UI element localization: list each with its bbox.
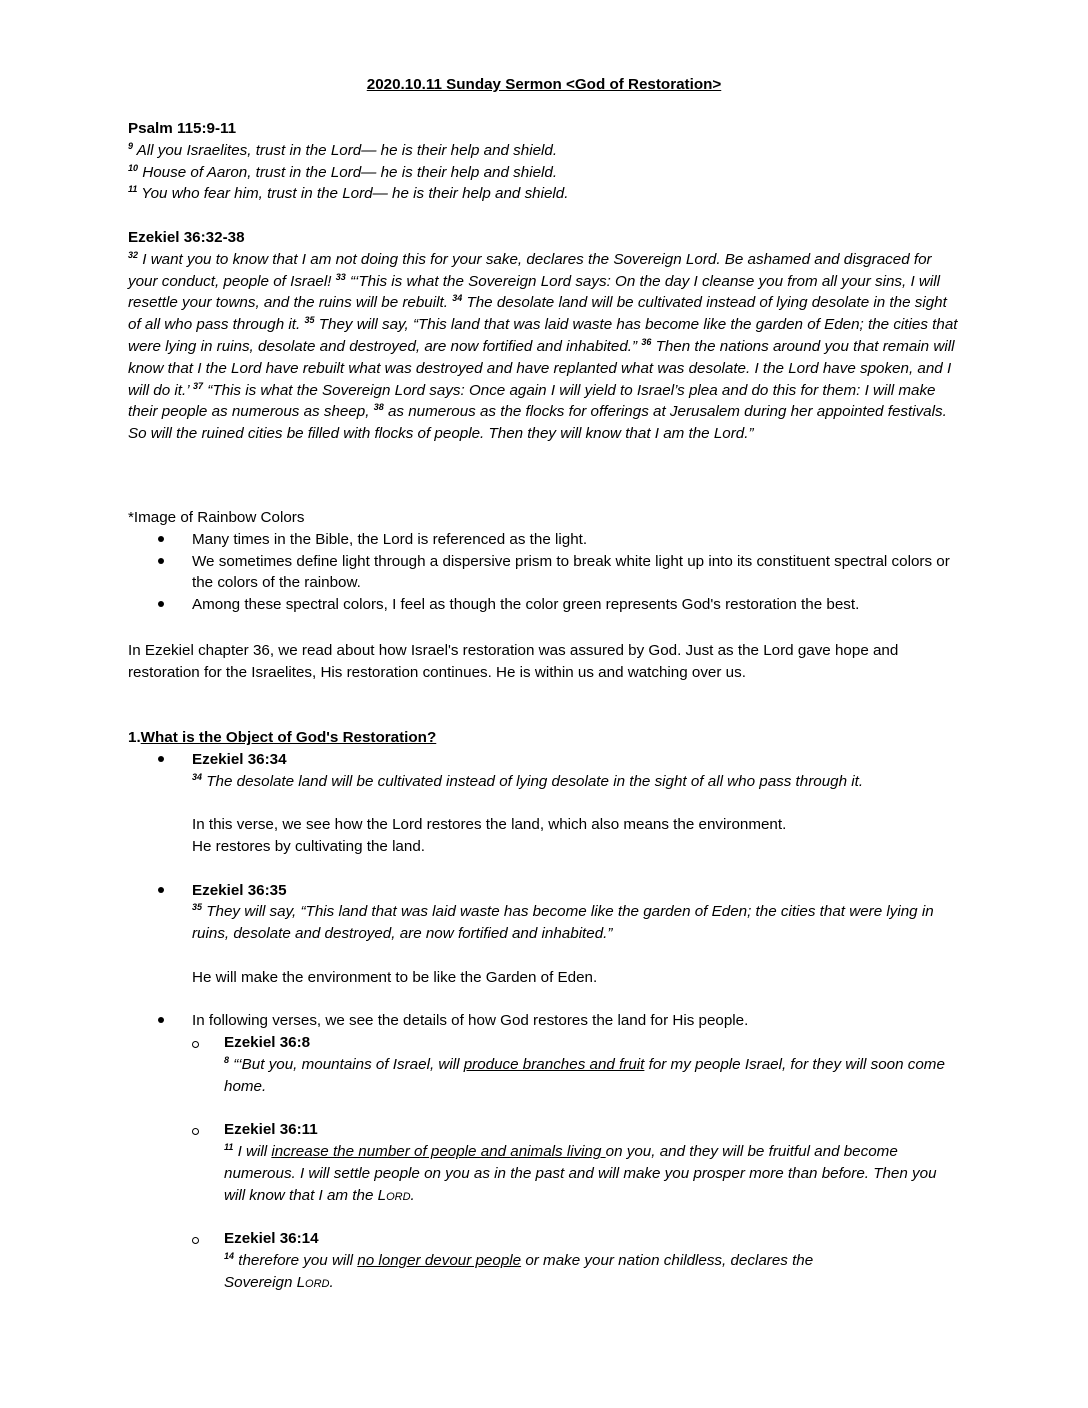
verse-reference: Ezekiel 36:11 [224,1121,318,1139]
verse-text: You who fear him, trust in the Lord— he is their help and shield. [141,185,569,203]
section-number: 1. [128,729,141,746]
sub-bullet-icon [192,1237,199,1244]
verse-text: “‘But you, mountains of Israel, will [233,1055,464,1073]
bullet-text: We sometimes define light through a dispersive prism to break white light up into its constituent spectral colors or the colors of the rainbow. [192,552,950,592]
verse-text: The desolate land will be cultivated instead of lying desolate in the sight of all who pass through it. [128,294,947,334]
verse-text: They will say, “This land that was laid waste has become like the garden of Eden; the cities that were lying in ruins, desolate and destroyed, are now fortified and inhabited.” [192,903,934,943]
verse-reference: Ezekiel 36:34 [192,750,287,768]
bullet-text: Many times in the Bible, the Lord is referenced as the light. [192,530,588,548]
rainbow-section [128,507,958,616]
psalm-heading: Psalm 115:9-11 [128,120,237,137]
verse-text: The desolate land will be cultivated instead of lying desolate in the sight of all who pass through it. [206,772,864,790]
verse-number: 35 [192,902,203,913]
bullet-item [128,1010,958,1032]
bullet-item [128,594,958,616]
bullet-icon [158,536,164,542]
bullet-item [128,880,958,1011]
bullet-icon [158,756,164,762]
commentary-text: He will make the environment to be like the Garden of Eden. [192,968,598,986]
verse-text: for my people Israel, for they will soon come home. [224,1055,945,1095]
verse-number: 36 [641,336,652,347]
bullet-item [128,529,958,551]
verse-number: 37 [193,380,204,391]
bullet-icon [158,887,164,893]
rainbow-heading: *Image of Rainbow Colors [128,509,305,526]
psalm-verse [128,162,958,184]
verse-text: Then the nations around you that remain will know that I the Lord have rebuilt what was destroyed and have replanted what was desolate. I the Lord have spoken, and I will do it.’ [128,337,955,399]
verse-number: 32 [128,249,139,260]
verse-text: on you, and they will be fruitful and become numerous. I will settle people on you as in the past and will make you prosper more than before. Then you will know that I am the [224,1143,937,1204]
ezekiel-main-passage [128,249,958,445]
verse-text-lord: Lord. [296,1273,334,1291]
section-1 [128,727,958,1294]
intro-paragraph [128,640,958,684]
ezekiel-main-heading: Ezekiel 36:32-38 [128,229,245,246]
bullet-item [128,749,958,880]
bullet-text: Among these spectral colors, I feel as though the color green represents God's restoration the best. [192,596,860,614]
verse-text: All you Israelites, trust in the Lord— he is their help and shield. [136,141,558,159]
commentary-text: In this verse, we see how the Lord restores the land, which also means the environment. [192,816,787,834]
verse-reference: Ezekiel 36:8 [224,1034,311,1052]
verse-text: House of Aaron, trust in the Lord— he is their help and shield. [142,163,558,181]
ezekiel-main-section [128,227,958,445]
verse-text: I will [237,1143,272,1161]
page-title: 2020.10.11 Sunday Sermon <God of Restoration> [366,76,722,93]
verse-number: 9 [128,140,134,151]
verse-number: 14 [224,1251,235,1262]
verse-number: 34 [452,293,463,304]
verse-quote [192,901,958,945]
sub-bullet-item [128,1228,958,1293]
verse-reference: Ezekiel 36:14 [224,1230,319,1248]
verse-emphasis: produce branches and fruit [463,1055,645,1073]
verse-quote [192,771,958,793]
psalm-verse [128,140,958,162]
bullet-text: In following verses, we see the details of how God restores the land for His people. [192,1012,749,1030]
verse-number: 38 [373,402,384,413]
sub-bullet-item [128,1032,958,1119]
verse-text-lord: Lord. [377,1186,415,1204]
psalm-section [128,118,958,205]
verse-reference: Ezekiel 36:35 [192,881,287,899]
verse-number: 35 [304,315,315,326]
verse-text: “This is what the Sovereign Lord says: Once again I will yield to Israel’s plea and do this for them: I will make their people as numerous as sheep, [128,381,936,421]
commentary-text: He restores by cultivating the land. [192,837,425,855]
bullet-item [128,551,958,595]
verse-number: 11 [128,184,138,195]
verse-text: They will say, “This land that was laid waste has become like the garden of Eden; the cities that were lying in ruins, desolate and destroyed, are now fortified and inhabited.” [128,316,958,355]
verse-quote [224,1250,958,1294]
verse-text: or make your nation childless, declares the [521,1252,814,1270]
verse-number: 34 [192,771,203,782]
sub-bullet-icon [192,1041,199,1048]
verse-emphasis: increase the number of people and animals living [271,1143,606,1161]
psalm-verse [128,183,958,205]
verse-number: 8 [224,1054,230,1065]
bullet-icon [158,558,164,564]
bullet-icon [158,1017,164,1023]
section-1-heading [128,727,958,749]
verse-number: 33 [335,271,346,282]
verse-text: as numerous as the flocks for offerings at Jerusalem during her appointed festivals. So will the ruined cities be filled with flocks of people. Then they will know that I am the Lord.” [128,403,947,443]
verse-text: “‘This is what the Sovereign Lord says: On the day I cleanse you from all your sins, I will resettle your towns, and the ruins will be rebuilt. [128,272,940,312]
sub-bullet-icon [192,1128,199,1135]
verse-emphasis: no longer devour people [357,1252,522,1270]
bullet-icon [158,601,164,607]
section-title: What is the Object of God's Restoration? [140,729,437,746]
verse-text: Sovereign [224,1273,297,1291]
verse-text: I want you to know that I am not doing this for your sake, declares the Sovereign Lord. Be ashamed and disgraced for your conduct, people of Israel! [128,250,932,290]
verse-number: 11 [224,1142,234,1153]
verse-number: 10 [128,162,139,173]
intro-text: In Ezekiel chapter 36, we read about how Israel's restoration was assured by God. Just as the Lord gave hope and restoration for the Israelites, His restoration continues. He is within us and watching over us. [128,642,899,681]
verse-text: therefore you will [238,1252,358,1270]
sub-bullet-item [128,1119,958,1228]
verse-quote [224,1054,958,1098]
verse-quote [224,1141,958,1206]
